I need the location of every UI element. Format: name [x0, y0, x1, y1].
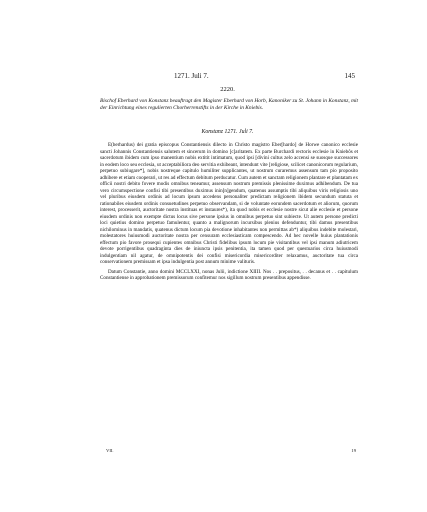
running-head — [100, 71, 355, 81]
place-date-line: Konstanz 1271. Juli 7. — [201, 129, 254, 135]
page-footer — [100, 447, 356, 455]
document-number: 2220. — [220, 86, 235, 93]
regest-summary — [100, 98, 358, 113]
charter-paragraph-dating: Datum Constantie, anno domini MCCLXXI, nonas Julii, indictione XIIII. Nos . . prepositus, . . decanus et . . capitulum Constantiense in approbationem premissorum confitemur nos sigillum nostrum presentibus appendisse. — [100, 268, 358, 282]
page-number: 145 — [344, 72, 355, 80]
regest-text: Bischof Eberhard von Konstanz beauftragt den Magister Eberhard von Horb, Kanoniker zu St. Johann in Konstanz, mit der Einrichtung eines regulierten Chorherrenstifts in der Kirche in Kniebis. — [100, 98, 358, 112]
charter-paragraph-main: E(berhardus) dei gratia episcopus Constantiensis dilecto in Christo magistro Eber[hardo] de Horwe canonico ecclesie sancti Johannis Constantiensis salutem et sincerum in domino [c]aritatem. Ex parte Burchardi rectoris ecclesie in Kniebôs et sacerdotum ibidem cum ipso manentium nobis extitit intimatum, quod ipsi [divini cultus zelo accensi se suosque successores in eodem loco seu ecclesia, ut acceptabiliora deo servitia exhibeant, intendunt vite [religiose, scilicet canonicorum regularium, perpetuo subiugare*], nobis nostreque capitulo humiliter supplicantes, ut nostrum curaremus assensum tam pio proposito adhibere et etiam cooperari, ut res ad effectum debitum perducatur. Cum autem et sanctam religionem plantare et plantatam ex officii nostri debito fovere modis omnibus teneamur, assensum nostrum premissis plenissime duximus adhibendum. De tua vero circumspectione confisi tibi presentibus duximus inin[n]gendum, quatenus assumptis tibi aliquibus viris religiosis uno vel pluribus eiusdem ordinis ad locum ipsum accedens personaliter predictam religionem ibidem secundum statuta et rationabiles eiusdem ordinis consuetudines perpetuo observandam, si de voluntate eorundem sacerdotum et aliorum, quorum interest, processerit, auctoritate nostra instituas et instaures*), ita quod nobis et ecclesie nostre sicut alie ecclesie et persone eiusdem ordinis non exempte dictus locus sive persone ipsius in omnibus perpetuo sint subiecte. Ut autem persone predicti loci quietius domino perpetuo famulentur, quanto a malignorum incursibus plenius defenduntur, tibi damus presentibus nichilominus in mandatis, quatenus dictum locum pia devotione inhabitantes non permittas ab*) aliquibus indebite molestari, molestatores huiusmodi auctoritate nostra per censuram ecclesiasticam compescendo. Ad hec novelle huius plantationis effectum pio favore prosequi cupientes omnibus Christi fidelibus ipsum locum pie visitantibus vel ipsi manum adiutricem devote porrigentibus quadraginta dies de iniuncta ipsis penitentia, ita tamen quod per questuarios circa huiusmodi indulgentiam nil agatur, de omnipotentis dei confisi misericordia misericorditer relaxamus, auctoritate tua circa conservationem premissam et ipsa indulgentia post annum minime valituris. — [100, 142, 358, 266]
signature-mark: VII. — [106, 448, 114, 453]
charter-text — [100, 142, 358, 282]
sheet-number: 19 — [351, 448, 356, 453]
running-head-date: 1271. Juli 7. — [174, 72, 209, 80]
